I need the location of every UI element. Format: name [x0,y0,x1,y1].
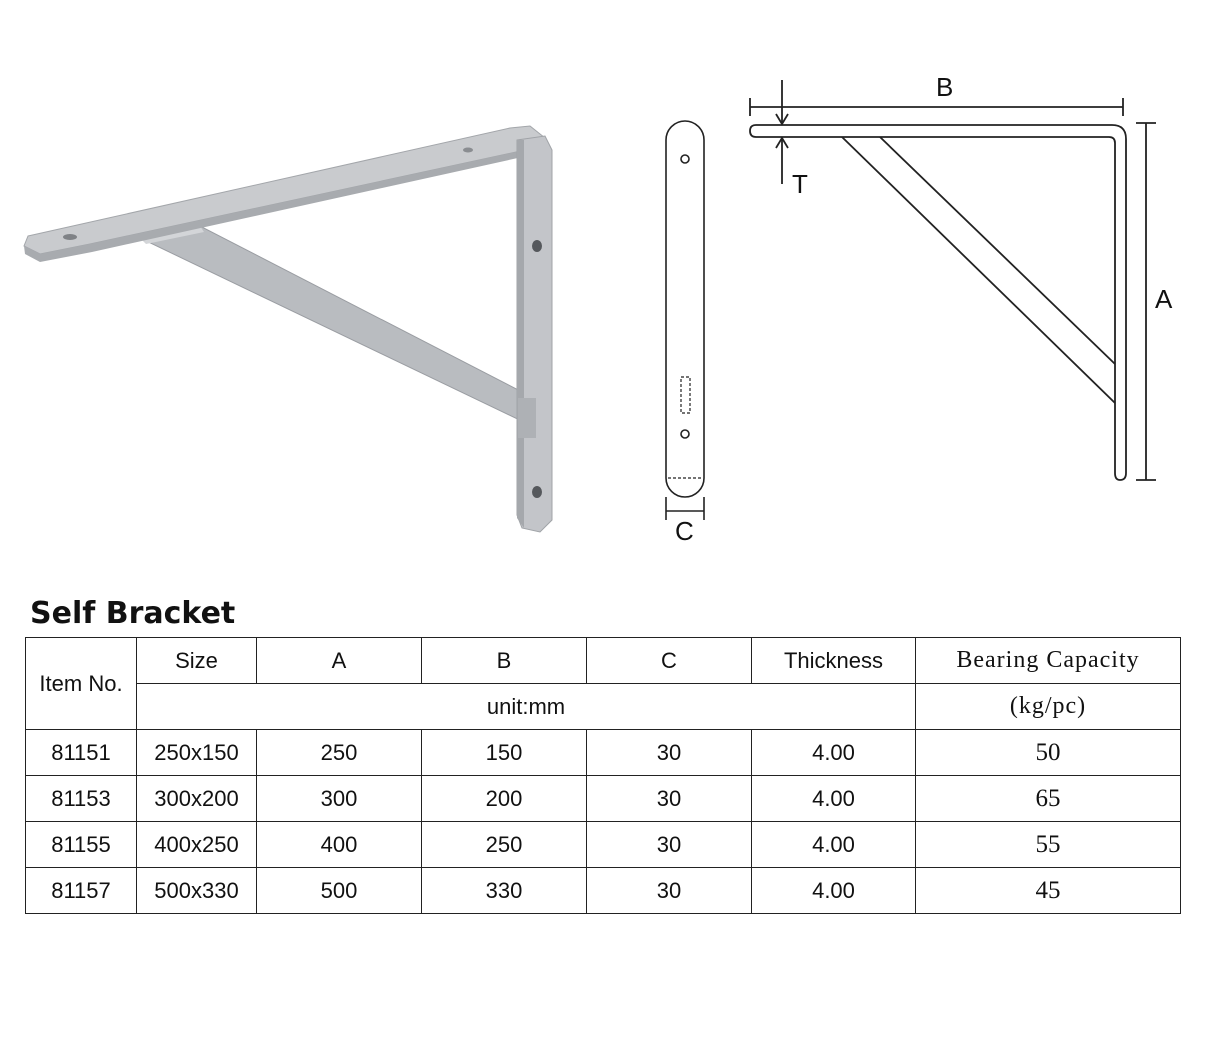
table-row [26,868,1181,914]
cell-b: 150 [422,730,587,776]
header-size: Size [137,638,257,684]
page-title: Self Bracket [30,596,236,631]
cell-c: 30 [587,822,752,868]
table-unit-row [26,684,1181,730]
table-row [26,822,1181,868]
cell-size: 300x200 [137,776,257,822]
cell-thickness: 4.00 [752,776,916,822]
label-b: B [936,72,954,102]
cell-a: 500 [257,868,422,914]
cell-bearing: 45 [916,868,1181,914]
header-c: C [587,638,752,684]
cell-thickness: 4.00 [752,730,916,776]
cell-b: 250 [422,822,587,868]
cell-thickness: 4.00 [752,868,916,914]
bracket-photo [24,126,552,532]
cell-item: 81153 [26,776,137,822]
header-thickness: Thickness [752,638,916,684]
cell-bearing: 55 [916,822,1181,868]
cell-item: 81155 [26,822,137,868]
table-row [26,730,1181,776]
header-item-no: Item No. [26,638,137,730]
header-bearing-unit: (kg/pc) [916,684,1181,730]
cell-a: 400 [257,822,422,868]
table-row [26,776,1181,822]
header-unit: unit:mm [137,684,916,730]
cell-b: 330 [422,868,587,914]
cell-item: 81157 [26,868,137,914]
bracket-side-view [750,80,1156,480]
cell-bearing: 50 [916,730,1181,776]
cell-c: 30 [587,868,752,914]
cell-size: 500x330 [137,868,257,914]
table-header-row [26,638,1181,684]
header-a: A [257,638,422,684]
cell-thickness: 4.00 [752,822,916,868]
cell-item: 81151 [26,730,137,776]
label-a: A [1155,284,1173,314]
cell-a: 300 [257,776,422,822]
cell-b: 200 [422,776,587,822]
cell-c: 30 [587,776,752,822]
cell-c: 30 [587,730,752,776]
cell-bearing: 65 [916,776,1181,822]
label-c: C [675,516,694,546]
cell-size: 400x250 [137,822,257,868]
label-t: T [792,169,808,199]
header-bearing-capacity: Bearing Capacity [916,638,1181,684]
cell-a: 250 [257,730,422,776]
bracket-front-view [666,121,704,520]
spec-table [25,637,1181,914]
header-b: B [422,638,587,684]
cell-size: 250x150 [137,730,257,776]
